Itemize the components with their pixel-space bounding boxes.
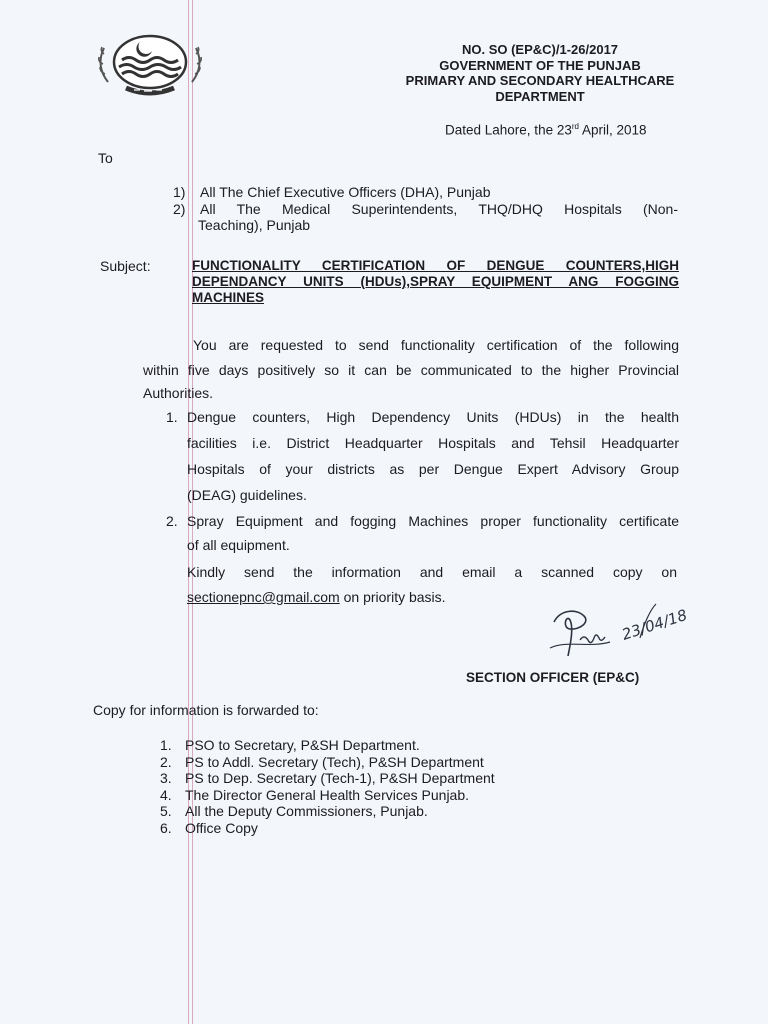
list-item-text: Dengue counters, High Dependency Units (HDUs) in the health (187, 409, 679, 425)
body-text: You are requested to send functionality certification of the following (193, 337, 679, 353)
list-item-text: (DEAG) guidelines. (187, 487, 307, 503)
subject-line: FUNCTIONALITY CERTIFICATION OF DENGUE COUNTERS,HIGH (192, 258, 679, 273)
margin-line (192, 0, 193, 1024)
body-text: Authorities. (143, 385, 214, 401)
signatory-title: SECTION OFFICER (EP&C) (466, 670, 640, 685)
margin-line (188, 0, 189, 1024)
to-label: To (98, 150, 113, 166)
copy-intro: Copy for information is forwarded to: (93, 702, 319, 718)
email-link[interactable]: sectionepnc@gmail.com (187, 589, 340, 605)
list-item-text: facilities i.e. District Headquarter Hospitals and Tehsil Headquarter (187, 435, 679, 451)
government-seal (96, 30, 204, 105)
list-item-text: of all equipment. (187, 537, 290, 553)
body-text: sectionepnc@gmail.com on priority basis. (187, 589, 446, 605)
subject-line: MACHINES (192, 290, 265, 305)
svg-text:23/04/18: 23/04/18 (619, 605, 690, 644)
list-item: 4. The Director General Health Services Punjab. (160, 786, 470, 803)
addressee-text: Teaching), Punjab (198, 217, 311, 233)
government-name: GOVERNMENT OF THE PUNJAB (439, 57, 641, 73)
list-item-text: Hospitals of your districts as per Dengue Expert Advisory Group (187, 461, 679, 477)
list-item-number: 2. (166, 513, 178, 529)
subject-label: Subject: (100, 258, 151, 274)
addressee-number: 2) (173, 201, 186, 217)
letter-date: Dated Lahore, the 23rd April, 2018 (445, 122, 647, 138)
list-item: 1. PSO to Secretary, P&SH Department. (160, 737, 420, 753)
addressee-number: 1) (173, 184, 186, 200)
list-item: 6. Office Copy (160, 819, 258, 836)
addressee-text: All The Medical Superintendents, THQ/DHQ Hospitals (Non- (200, 201, 678, 217)
addressee-text: All The Chief Executive Officers (DHA), Punjab (200, 184, 491, 200)
subject-line: DEPENDANCY UNITS (HDUs),SPRAY EQUIPMENT ANG FOGGING (192, 274, 679, 289)
list-item: 2. PS to Addl. Secretary (Tech), P&SH Department (160, 753, 484, 770)
list-item-number: 1. (166, 409, 178, 425)
body-text: within five days positively so it can be communicated to the higher Provincial (143, 362, 679, 378)
list-item-text: Spray Equipment and fogging Machines proper functionality certificate (187, 513, 679, 529)
department-name: PRIMARY AND SECONDARY HEALTHCARE (405, 73, 675, 88)
body-text: Kindly send the information and email a scanned copy on (187, 564, 677, 580)
list-item: 3. PS to Dep. Secretary (Tech-1), P&SH Department (160, 770, 495, 786)
list-item: 5. All the Deputy Commissioners, Punjab. (160, 803, 428, 819)
letter-header (380, 42, 700, 104)
copy-list (160, 737, 495, 836)
signature (540, 600, 715, 680)
department-name: DEPARTMENT (495, 88, 585, 104)
reference-number: NO. SO (EP&C)/1-26/2017 (461, 42, 619, 57)
